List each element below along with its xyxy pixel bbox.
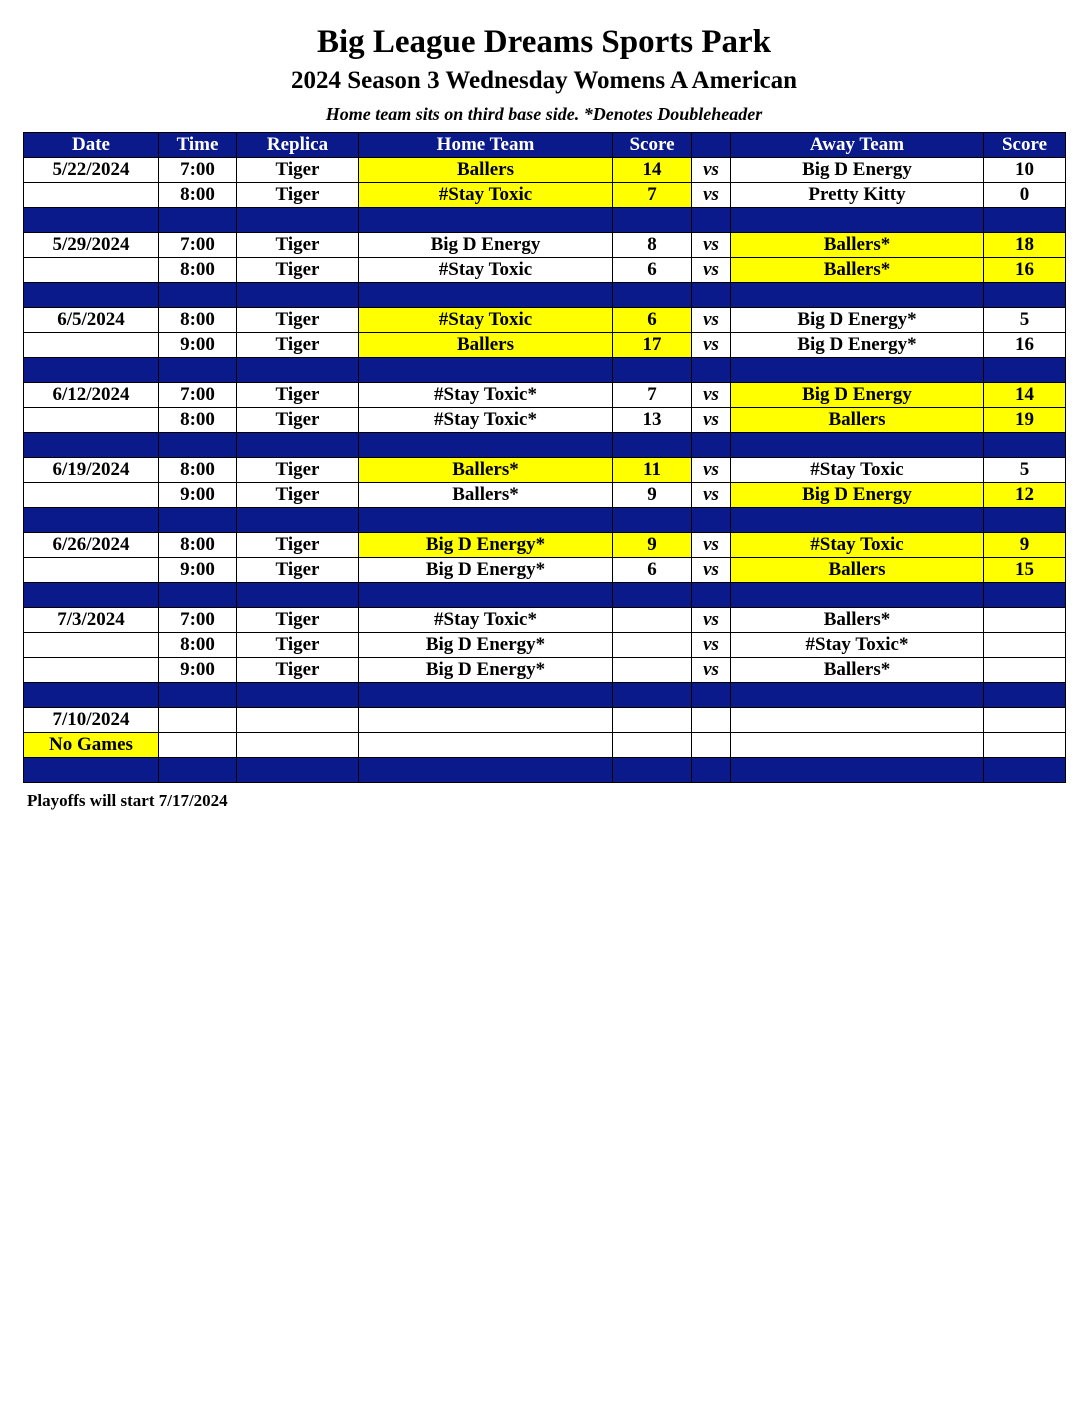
home-score-cell: 11	[613, 458, 692, 483]
separator-row	[24, 283, 1066, 308]
date-cell	[24, 558, 159, 583]
away-team-cell	[731, 708, 984, 733]
separator-cell	[237, 208, 359, 233]
time-cell: 8:00	[159, 183, 237, 208]
separator-cell	[24, 283, 159, 308]
table-row	[24, 258, 1066, 283]
separator-cell	[24, 583, 159, 608]
away-team-cell: Big D Energy	[731, 483, 984, 508]
away-score-cell: 15	[984, 558, 1066, 583]
home-team-cell	[359, 733, 613, 758]
vs-cell	[692, 708, 731, 733]
table-header-row	[24, 133, 1066, 158]
home-team-cell: Big D Energy*	[359, 658, 613, 683]
home-score-cell	[613, 608, 692, 633]
table-row	[24, 408, 1066, 433]
table-row	[24, 333, 1066, 358]
away-team-cell: #Stay Toxic	[731, 458, 984, 483]
home-score-cell: 7	[613, 183, 692, 208]
separator-cell	[237, 683, 359, 708]
col-header-vs	[692, 133, 731, 158]
replica-cell: Tiger	[237, 258, 359, 283]
table-row	[24, 533, 1066, 558]
date-cell: 7/3/2024	[24, 608, 159, 633]
away-team-cell: Big D Energy	[731, 383, 984, 408]
away-score-cell: 9	[984, 533, 1066, 558]
separator-row	[24, 433, 1066, 458]
separator-cell	[692, 758, 731, 783]
vs-cell: vs	[692, 183, 731, 208]
separator-cell	[24, 208, 159, 233]
vs-cell: vs	[692, 558, 731, 583]
table-row	[24, 608, 1066, 633]
separator-cell	[613, 208, 692, 233]
date-cell	[24, 633, 159, 658]
time-cell: 8:00	[159, 408, 237, 433]
table-row	[24, 708, 1066, 733]
separator-cell	[613, 358, 692, 383]
table-row	[24, 458, 1066, 483]
separator-cell	[984, 358, 1066, 383]
date-cell: 6/12/2024	[24, 383, 159, 408]
away-team-cell: Big D Energy*	[731, 308, 984, 333]
vs-cell: vs	[692, 658, 731, 683]
separator-cell	[692, 283, 731, 308]
home-team-cell: Big D Energy*	[359, 558, 613, 583]
schedule-body	[24, 158, 1066, 783]
away-team-cell: #Stay Toxic*	[731, 633, 984, 658]
home-team-cell: #Stay Toxic*	[359, 408, 613, 433]
replica-cell	[237, 708, 359, 733]
separator-cell	[984, 433, 1066, 458]
table-row	[24, 233, 1066, 258]
date-cell	[24, 658, 159, 683]
away-score-cell: 19	[984, 408, 1066, 433]
home-score-cell: 6	[613, 558, 692, 583]
date-cell: No Games	[24, 733, 159, 758]
schedule-table	[23, 132, 1066, 783]
vs-cell: vs	[692, 233, 731, 258]
table-row	[24, 158, 1066, 183]
separator-cell	[24, 758, 159, 783]
time-cell	[159, 733, 237, 758]
away-team-cell: Big D Energy*	[731, 333, 984, 358]
separator-cell	[359, 758, 613, 783]
home-team-cell: Big D Energy*	[359, 533, 613, 558]
col-header-home-team: Home Team	[359, 133, 613, 158]
time-cell: 8:00	[159, 308, 237, 333]
time-cell: 8:00	[159, 258, 237, 283]
separator-cell	[613, 683, 692, 708]
time-cell: 8:00	[159, 533, 237, 558]
separator-row	[24, 208, 1066, 233]
separator-cell	[359, 508, 613, 533]
away-score-cell: 5	[984, 308, 1066, 333]
away-team-cell	[731, 733, 984, 758]
home-score-cell: 6	[613, 258, 692, 283]
replica-cell: Tiger	[237, 183, 359, 208]
separator-cell	[359, 283, 613, 308]
table-row	[24, 558, 1066, 583]
vs-cell	[692, 733, 731, 758]
separator-cell	[692, 358, 731, 383]
separator-cell	[692, 208, 731, 233]
date-cell: 6/26/2024	[24, 533, 159, 558]
separator-row	[24, 583, 1066, 608]
away-score-cell	[984, 633, 1066, 658]
separator-cell	[692, 433, 731, 458]
replica-cell: Tiger	[237, 158, 359, 183]
col-header-time: Time	[159, 133, 237, 158]
home-team-cell: #Stay Toxic	[359, 258, 613, 283]
separator-cell	[613, 758, 692, 783]
away-team-cell: Ballers*	[731, 258, 984, 283]
away-team-cell: #Stay Toxic	[731, 533, 984, 558]
date-cell	[24, 183, 159, 208]
separator-row	[24, 758, 1066, 783]
separator-cell	[237, 358, 359, 383]
away-score-cell	[984, 708, 1066, 733]
away-team-cell: Ballers*	[731, 233, 984, 258]
separator-cell	[731, 758, 984, 783]
vs-cell: vs	[692, 408, 731, 433]
away-score-cell: 12	[984, 483, 1066, 508]
replica-cell: Tiger	[237, 483, 359, 508]
home-team-cell	[359, 708, 613, 733]
vs-cell: vs	[692, 608, 731, 633]
date-cell	[24, 483, 159, 508]
time-cell: 7:00	[159, 158, 237, 183]
replica-cell: Tiger	[237, 333, 359, 358]
home-team-cell: Ballers*	[359, 483, 613, 508]
separator-cell	[359, 683, 613, 708]
home-team-cell: Big D Energy*	[359, 633, 613, 658]
home-score-cell: 14	[613, 158, 692, 183]
separator-cell	[692, 508, 731, 533]
replica-cell: Tiger	[237, 233, 359, 258]
separator-cell	[159, 208, 237, 233]
vs-cell: vs	[692, 458, 731, 483]
replica-cell: Tiger	[237, 608, 359, 633]
home-team-cell: #Stay Toxic	[359, 183, 613, 208]
replica-cell: Tiger	[237, 658, 359, 683]
separator-cell	[24, 433, 159, 458]
replica-cell	[237, 733, 359, 758]
separator-cell	[731, 433, 984, 458]
home-score-cell: 6	[613, 308, 692, 333]
col-header-date: Date	[24, 133, 159, 158]
away-team-cell: Ballers	[731, 558, 984, 583]
separator-cell	[731, 208, 984, 233]
replica-cell: Tiger	[237, 408, 359, 433]
away-score-cell: 18	[984, 233, 1066, 258]
separator-cell	[359, 583, 613, 608]
time-cell: 7:00	[159, 383, 237, 408]
separator-cell	[613, 508, 692, 533]
home-score-cell: 17	[613, 333, 692, 358]
date-cell: 6/19/2024	[24, 458, 159, 483]
time-cell: 8:00	[159, 458, 237, 483]
replica-cell: Tiger	[237, 558, 359, 583]
separator-cell	[613, 283, 692, 308]
date-cell	[24, 408, 159, 433]
separator-cell	[984, 758, 1066, 783]
home-score-cell	[613, 633, 692, 658]
date-cell	[24, 258, 159, 283]
away-score-cell	[984, 658, 1066, 683]
vs-cell: vs	[692, 533, 731, 558]
separator-cell	[984, 283, 1066, 308]
home-team-cell: #Stay Toxic	[359, 308, 613, 333]
home-score-cell	[613, 708, 692, 733]
away-score-cell: 10	[984, 158, 1066, 183]
separator-cell	[159, 508, 237, 533]
separator-cell	[159, 283, 237, 308]
away-score-cell: 16	[984, 333, 1066, 358]
time-cell: 8:00	[159, 633, 237, 658]
table-row	[24, 658, 1066, 683]
vs-cell: vs	[692, 333, 731, 358]
time-cell: 9:00	[159, 483, 237, 508]
date-cell	[24, 333, 159, 358]
separator-cell	[159, 758, 237, 783]
separator-cell	[692, 683, 731, 708]
away-team-cell: Big D Energy	[731, 158, 984, 183]
time-cell: 9:00	[159, 658, 237, 683]
home-team-cell: Ballers	[359, 158, 613, 183]
date-cell: 5/22/2024	[24, 158, 159, 183]
time-cell: 9:00	[159, 333, 237, 358]
col-header-away-team: Away Team	[731, 133, 984, 158]
away-team-cell: Ballers*	[731, 608, 984, 633]
home-score-cell: 13	[613, 408, 692, 433]
separator-cell	[984, 583, 1066, 608]
away-team-cell: Pretty Kitty	[731, 183, 984, 208]
home-score-cell	[613, 658, 692, 683]
away-score-cell	[984, 733, 1066, 758]
time-cell: 7:00	[159, 233, 237, 258]
separator-cell	[984, 683, 1066, 708]
home-team-cell: Big D Energy	[359, 233, 613, 258]
away-score-cell: 0	[984, 183, 1066, 208]
separator-cell	[24, 683, 159, 708]
playoffs-note: Playoffs will start 7/17/2024	[27, 791, 228, 810]
table-row	[24, 383, 1066, 408]
separator-row	[24, 358, 1066, 383]
separator-cell	[24, 358, 159, 383]
separator-cell	[984, 208, 1066, 233]
time-cell: 9:00	[159, 558, 237, 583]
separator-cell	[359, 208, 613, 233]
table-row	[24, 308, 1066, 333]
away-score-cell: 14	[984, 383, 1066, 408]
home-score-cell: 7	[613, 383, 692, 408]
home-score-cell: 9	[613, 483, 692, 508]
home-team-cell: Ballers	[359, 333, 613, 358]
date-cell: 5/29/2024	[24, 233, 159, 258]
away-score-cell: 16	[984, 258, 1066, 283]
col-header-away-score: Score	[984, 133, 1066, 158]
col-header-home-score: Score	[613, 133, 692, 158]
table-row	[24, 633, 1066, 658]
separator-cell	[237, 508, 359, 533]
table-row	[24, 483, 1066, 508]
separator-cell	[613, 583, 692, 608]
vs-cell: vs	[692, 308, 731, 333]
home-team-cell: Ballers*	[359, 458, 613, 483]
separator-cell	[359, 433, 613, 458]
separator-cell	[731, 358, 984, 383]
replica-cell: Tiger	[237, 383, 359, 408]
separator-cell	[731, 583, 984, 608]
home-score-cell	[613, 733, 692, 758]
separator-cell	[692, 583, 731, 608]
separator-cell	[24, 508, 159, 533]
away-score-cell: 5	[984, 458, 1066, 483]
replica-cell: Tiger	[237, 308, 359, 333]
page-title: Big League Dreams Sports Park	[316, 24, 772, 60]
replica-cell: Tiger	[237, 533, 359, 558]
separator-cell	[731, 683, 984, 708]
separator-cell	[237, 283, 359, 308]
home-score-cell: 9	[613, 533, 692, 558]
separator-cell	[731, 283, 984, 308]
date-cell: 6/5/2024	[24, 308, 159, 333]
separator-cell	[237, 583, 359, 608]
page-subtitle: 2024 Season 3 Wednesday Womens A American	[290, 67, 798, 94]
vs-cell: vs	[692, 483, 731, 508]
separator-cell	[159, 358, 237, 383]
replica-cell: Tiger	[237, 458, 359, 483]
away-team-cell: Ballers	[731, 408, 984, 433]
separator-cell	[237, 433, 359, 458]
separator-cell	[159, 433, 237, 458]
replica-cell: Tiger	[237, 633, 359, 658]
separator-cell	[731, 508, 984, 533]
col-header-replica: Replica	[237, 133, 359, 158]
schedule-note: Home team sits on third base side. *Denotes Doubleheader	[325, 104, 763, 124]
separator-cell	[237, 758, 359, 783]
separator-cell	[159, 683, 237, 708]
home-score-cell: 8	[613, 233, 692, 258]
vs-cell: vs	[692, 258, 731, 283]
separator-row	[24, 508, 1066, 533]
separator-cell	[359, 358, 613, 383]
vs-cell: vs	[692, 383, 731, 408]
date-cell: 7/10/2024	[24, 708, 159, 733]
away-team-cell: Ballers*	[731, 658, 984, 683]
separator-cell	[984, 508, 1066, 533]
away-score-cell	[984, 608, 1066, 633]
separator-cell	[613, 433, 692, 458]
table-row	[24, 183, 1066, 208]
vs-cell: vs	[692, 633, 731, 658]
home-team-cell: #Stay Toxic*	[359, 383, 613, 408]
vs-cell: vs	[692, 158, 731, 183]
time-cell: 7:00	[159, 608, 237, 633]
time-cell	[159, 708, 237, 733]
separator-cell	[159, 583, 237, 608]
separator-row	[24, 683, 1066, 708]
table-row	[24, 733, 1066, 758]
home-team-cell: #Stay Toxic*	[359, 608, 613, 633]
